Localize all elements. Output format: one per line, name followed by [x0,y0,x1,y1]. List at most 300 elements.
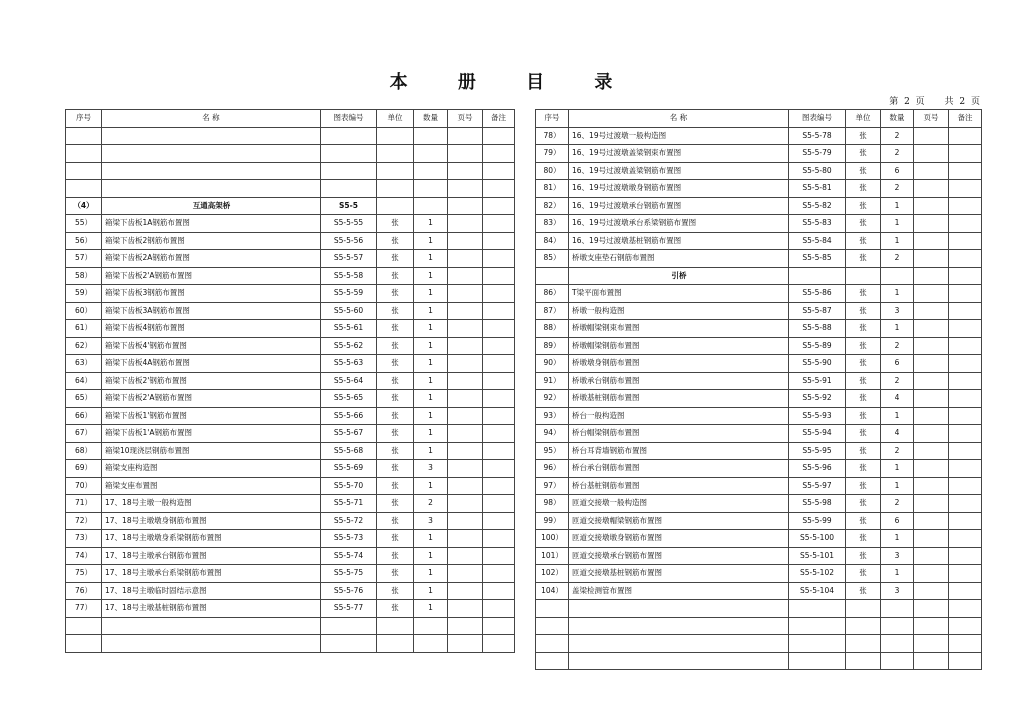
row-code: S5-5-101 [789,547,846,565]
row-page [914,407,949,425]
row-count: 2 [881,372,914,390]
row-page [914,652,949,670]
row-code: S5-5-76 [321,582,377,600]
row-name: 桥台一般构造图 [569,407,789,425]
row-name: 17、18号主墩承台钢筋布置图 [102,547,321,565]
row-count: 1 [414,442,448,460]
row-code: S5-5-100 [789,530,846,548]
row-count: 1 [414,390,448,408]
current-page: 第 2 页 [889,97,925,107]
row-page [448,460,483,478]
row-name: 桥台耳背墙钢筋布置图 [569,442,789,460]
row-unit: 张 [846,390,881,408]
row-number: 62） [66,337,102,355]
row-remark [483,477,515,495]
row-code: S5-5-75 [321,565,377,583]
table-row [66,145,515,163]
row-remark [483,372,515,390]
row-remark [949,600,982,618]
row-name: 16、19号过渡墩墩身钢筋布置图 [569,180,789,198]
row-unit [377,127,414,145]
row-page [914,232,949,250]
row-remark [949,582,982,600]
table-header-row [536,110,982,128]
row-name: 箱梁支座构造图 [102,460,321,478]
row-name [102,127,321,145]
row-page [914,145,949,163]
row-name: 匝道交接墩基桩钢筋布置图 [569,565,789,583]
row-unit: 张 [377,600,414,618]
row-count: 2 [881,442,914,460]
row-number: 90） [536,355,569,373]
row-count [881,635,914,653]
row-remark [483,320,515,338]
row-number: 61） [66,320,102,338]
row-remark [949,267,982,285]
row-name: 桥台帽梁钢筋布置图 [569,425,789,443]
table-row [536,232,982,250]
row-count: 2 [881,337,914,355]
row-name: 箱梁下齿板1A钢筋布置图 [102,215,321,233]
row-name [569,617,789,635]
row-code: S5-5-66 [321,407,377,425]
row-page [914,372,949,390]
table-header-row [66,110,515,128]
table-row [66,127,515,145]
row-name: 桥墩墩身钢筋布置图 [569,355,789,373]
row-page [448,180,483,198]
row-code: S5-5-77 [321,600,377,618]
section-row [536,267,982,285]
row-count: 1 [881,530,914,548]
row-unit: 张 [377,390,414,408]
row-page [448,197,483,215]
row-remark [949,250,982,268]
header-no: 序号 [66,110,102,128]
row-name: 桥墩基桩钢筋布置图 [569,390,789,408]
row-number [536,652,569,670]
row-number: 96） [536,460,569,478]
row-unit: 张 [377,582,414,600]
row-name: 桥墩帽梁钢束布置图 [569,320,789,338]
row-name: 引桥 [569,267,789,285]
row-code: S5-5-84 [789,232,846,250]
row-count: 1 [414,355,448,373]
table-row [536,407,982,425]
row-page [448,162,483,180]
row-count: 2 [881,145,914,163]
table-row [66,530,515,548]
header-remark: 备注 [483,110,515,128]
row-code: S5-5-57 [321,250,377,268]
row-unit: 张 [377,302,414,320]
table-row [66,600,515,618]
row-page [448,512,483,530]
row-name: 桥墩帽梁钢筋布置图 [569,337,789,355]
table-row [66,477,515,495]
row-count: 1 [414,600,448,618]
table-row [66,355,515,373]
row-count [414,197,448,215]
row-number [66,162,102,180]
row-number: 63） [66,355,102,373]
row-code: S5-5-90 [789,355,846,373]
row-number [536,617,569,635]
table-row [66,565,515,583]
row-page [914,197,949,215]
table-row [536,530,982,548]
row-page [914,127,949,145]
row-page [448,442,483,460]
row-remark [949,215,982,233]
row-code: S5-5-67 [321,425,377,443]
row-number: 99） [536,512,569,530]
row-number: 71） [66,495,102,513]
row-code [789,635,846,653]
row-remark [483,425,515,443]
row-remark [949,337,982,355]
row-page [914,600,949,618]
row-remark [483,390,515,408]
row-count: 1 [414,267,448,285]
row-code: S5-5-71 [321,495,377,513]
table-row [536,442,982,460]
table-row [536,582,982,600]
row-name: 箱梁下齿板2A钢筋布置图 [102,250,321,268]
row-page [914,180,949,198]
row-count: 1 [414,215,448,233]
table-row [66,285,515,303]
row-code: S5-5-88 [789,320,846,338]
row-unit [377,635,414,653]
row-code: S5-5-102 [789,565,846,583]
row-page [448,407,483,425]
row-count: 1 [414,372,448,390]
row-name: 17、18号主墩承台系梁钢筋布置图 [102,565,321,583]
row-number: 65） [66,390,102,408]
row-unit [846,600,881,618]
row-remark [949,565,982,583]
row-unit: 张 [377,215,414,233]
table-row [536,372,982,390]
row-remark [949,197,982,215]
table-row [66,250,515,268]
row-remark [483,355,515,373]
header-remark: 备注 [949,110,982,128]
table-row [66,495,515,513]
table-row [536,127,982,145]
row-unit: 张 [846,197,881,215]
row-page [448,127,483,145]
row-unit: 张 [377,495,414,513]
row-number: 59） [66,285,102,303]
table-row [536,390,982,408]
row-number [66,180,102,198]
row-number: 66） [66,407,102,425]
row-unit: 张 [377,442,414,460]
row-count: 2 [414,495,448,513]
row-unit: 张 [377,407,414,425]
row-count: 1 [881,407,914,425]
row-unit: 张 [846,355,881,373]
row-unit [377,197,414,215]
row-unit [846,617,881,635]
row-page [448,320,483,338]
row-name: 16、19号过渡墩承台系梁钢筋布置图 [569,215,789,233]
row-name: 16、19号过渡墩承台钢筋布置图 [569,197,789,215]
row-page [914,425,949,443]
row-name: 17、18号主墩墩身系梁钢筋布置图 [102,530,321,548]
table-row [536,652,982,670]
row-code: S5-5-104 [789,582,846,600]
row-count: 1 [414,285,448,303]
row-page [914,320,949,338]
row-count: 1 [881,320,914,338]
row-code: S5-5-89 [789,337,846,355]
table-row [536,250,982,268]
row-unit: 张 [377,425,414,443]
header-count: 数量 [414,110,448,128]
row-page [914,442,949,460]
row-code: S5-5-72 [321,512,377,530]
row-code: S5-5-80 [789,162,846,180]
row-name: 箱梁下齿板3钢筋布置图 [102,285,321,303]
row-code: S5-5 [321,197,377,215]
row-count: 4 [881,425,914,443]
row-remark [949,425,982,443]
page-title: 本 册 目 录 [389,72,635,93]
table-row [536,600,982,618]
row-count: 1 [881,215,914,233]
row-number [536,267,569,285]
row-code: S5-5-68 [321,442,377,460]
row-unit: 张 [377,250,414,268]
row-page [448,302,483,320]
row-number: 56） [66,232,102,250]
row-code: S5-5-55 [321,215,377,233]
row-page [448,215,483,233]
table-row [66,390,515,408]
row-code: S5-5-70 [321,477,377,495]
row-count: 6 [881,162,914,180]
row-number: 87） [536,302,569,320]
row-remark [483,442,515,460]
row-count: 6 [881,512,914,530]
row-number: 89） [536,337,569,355]
row-number [66,617,102,635]
row-count: 3 [881,302,914,320]
row-name [102,617,321,635]
row-unit: 张 [377,460,414,478]
row-number: 72） [66,512,102,530]
row-number: 100） [536,530,569,548]
header-unit: 单位 [846,110,881,128]
row-code [321,127,377,145]
row-page [448,285,483,303]
row-code: S5-5-78 [789,127,846,145]
row-code [321,180,377,198]
row-page [914,512,949,530]
table-row [66,215,515,233]
row-code [321,162,377,180]
row-code: S5-5-81 [789,180,846,198]
row-number: 82） [536,197,569,215]
row-name: 17、18号主墩墩身钢筋布置图 [102,512,321,530]
row-unit [846,652,881,670]
row-remark [483,337,515,355]
row-number: 101） [536,547,569,565]
row-remark [949,512,982,530]
row-count: 1 [881,232,914,250]
row-unit [377,617,414,635]
row-remark [483,495,515,513]
row-count: 2 [881,180,914,198]
row-count [414,162,448,180]
header-code: 图表编号 [789,110,846,128]
row-name [102,635,321,653]
row-remark [483,250,515,268]
row-unit: 张 [377,232,414,250]
table-row [66,617,515,635]
row-count [881,652,914,670]
row-name: 桥台基桩钢筋布置图 [569,477,789,495]
row-code: S5-5-94 [789,425,846,443]
row-page [914,635,949,653]
row-unit: 张 [377,565,414,583]
row-unit: 张 [846,320,881,338]
row-code: S5-5-96 [789,460,846,478]
row-number: 98） [536,495,569,513]
table-row [66,460,515,478]
row-count: 6 [881,355,914,373]
row-code: S5-5-60 [321,302,377,320]
row-remark [483,285,515,303]
row-code [789,600,846,618]
row-number: 55） [66,215,102,233]
row-page [914,215,949,233]
row-name: 箱梁下齿板4钢筋布置图 [102,320,321,338]
row-count: 1 [881,285,914,303]
row-number: 60） [66,302,102,320]
row-unit: 张 [846,547,881,565]
row-number: 85） [536,250,569,268]
row-name [102,162,321,180]
header-unit: 单位 [377,110,414,128]
table-row [536,320,982,338]
row-name: 互通高架桥 [102,197,321,215]
row-count: 1 [414,477,448,495]
row-name: 16、19号过渡墩一般构造图 [569,127,789,145]
row-number: 86） [536,285,569,303]
row-code: S5-5-99 [789,512,846,530]
table-row [66,372,515,390]
row-number: 104） [536,582,569,600]
table-row [536,215,982,233]
row-code [321,617,377,635]
row-code: S5-5-85 [789,250,846,268]
row-unit: 张 [846,565,881,583]
row-name: 匝道交接墩一般构造图 [569,495,789,513]
header-name: 名 称 [569,110,789,128]
row-unit: 张 [377,547,414,565]
row-page [914,267,949,285]
row-code [789,617,846,635]
row-name [569,652,789,670]
row-number: 94） [536,425,569,443]
row-code: S5-5-87 [789,302,846,320]
table-row [536,635,982,653]
row-unit: 张 [377,355,414,373]
row-page [914,390,949,408]
table-row [66,442,515,460]
row-count: 2 [881,127,914,145]
row-unit: 张 [846,477,881,495]
row-unit [377,180,414,198]
row-number: 75） [66,565,102,583]
row-unit: 张 [846,495,881,513]
row-remark [483,162,515,180]
row-remark [483,180,515,198]
row-code: S5-5-83 [789,215,846,233]
row-page [448,250,483,268]
row-number: 102） [536,565,569,583]
row-name: 桥台承台钢筋布置图 [569,460,789,478]
row-unit: 张 [846,180,881,198]
row-page [448,582,483,600]
row-number: 79） [536,145,569,163]
row-unit: 张 [377,337,414,355]
row-code: S5-5-97 [789,477,846,495]
row-unit: 张 [846,372,881,390]
row-code: S5-5-58 [321,267,377,285]
row-page [914,477,949,495]
row-count: 1 [414,250,448,268]
row-remark [483,460,515,478]
table-row [536,547,982,565]
row-name: 16、19号过渡墩基桩钢筋布置图 [569,232,789,250]
row-code [321,145,377,163]
row-remark [949,635,982,653]
row-number: 73） [66,530,102,548]
row-unit: 张 [377,285,414,303]
row-number: 74） [66,547,102,565]
table-row [66,512,515,530]
header-no: 序号 [536,110,569,128]
row-code [321,635,377,653]
row-count: 1 [881,197,914,215]
table-row [536,495,982,513]
row-unit: 张 [846,582,881,600]
row-count [414,127,448,145]
row-unit: 张 [377,512,414,530]
row-remark [949,302,982,320]
row-unit [377,145,414,163]
table-row [66,407,515,425]
row-page [914,355,949,373]
row-count [881,600,914,618]
row-number: 93） [536,407,569,425]
row-remark [483,600,515,618]
row-name: 箱梁下齿板3A钢筋布置图 [102,302,321,320]
row-unit [846,267,881,285]
row-number [536,600,569,618]
row-page [914,530,949,548]
row-remark [483,547,515,565]
table-row [536,197,982,215]
row-count: 1 [414,565,448,583]
row-name: 箱梁下齿板4'钢筋布置图 [102,337,321,355]
header-code: 图表编号 [321,110,377,128]
